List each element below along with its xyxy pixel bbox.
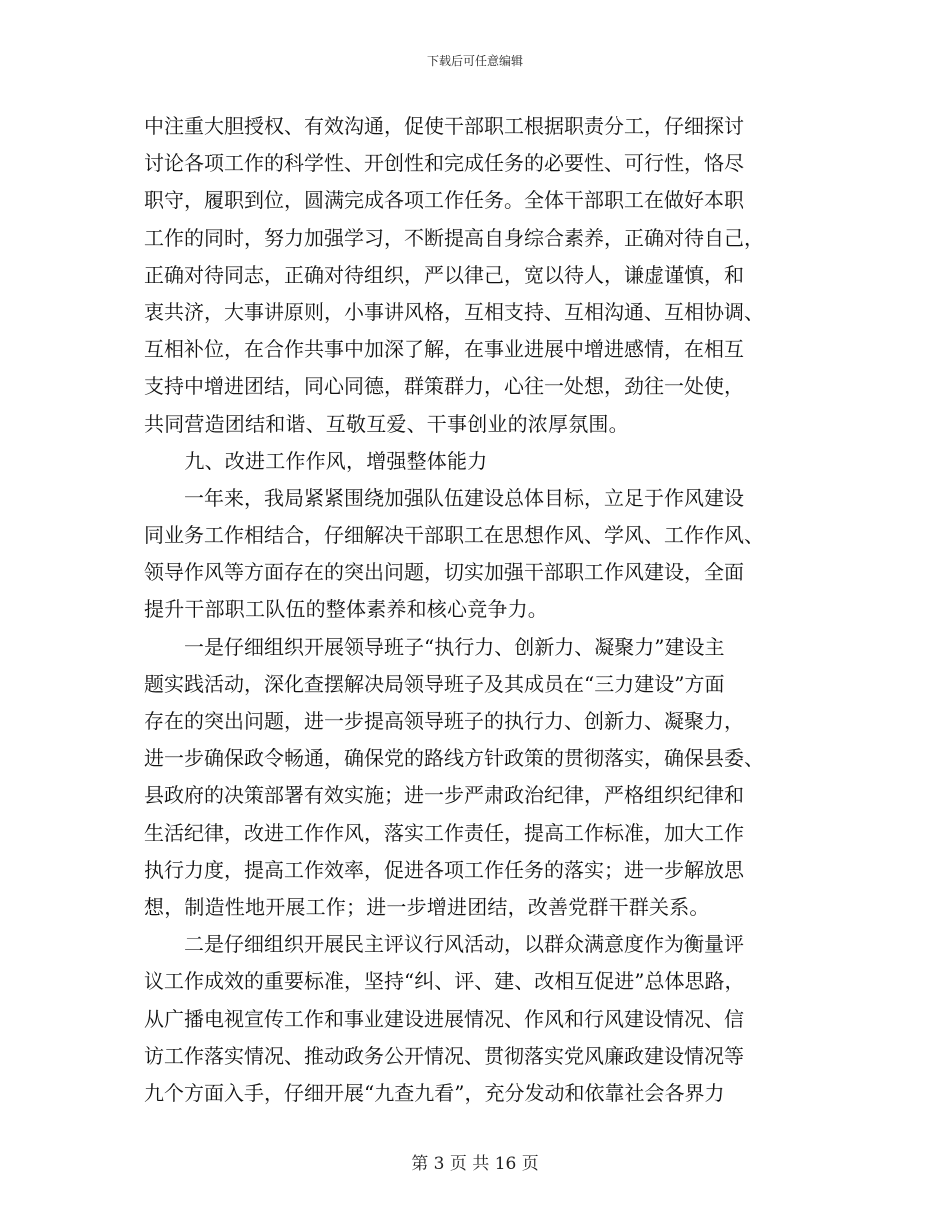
text-line: 中注重大胆授权、有效沟通，促使干部职工根据职责分工，仔细探讨: [144, 114, 744, 138]
text-line: 一是仔细组织开展领导班子“执行力、创新力、凝聚力”建设主: [144, 634, 725, 659]
text-line: 一年来，我局紧紧围绕加强队伍建设总体目标，立足于作风建设: [144, 485, 744, 510]
text-line: 工作的同时，努力加强学习，不断提高自身综合素养，正确对待自己，: [144, 225, 764, 250]
text-line: 提升干部职工队伍的整体素养和核心竞争力。: [144, 597, 548, 622]
text-line: 题实践活动，深化查摆解决局领导班子及其成员在“三力建设”方面: [144, 671, 725, 696]
page-footer: 第 3 页 共 16 页: [411, 1154, 539, 1174]
text-line: 同业务工作相结合，仔细解决干部职工在思想作风、学风、工作作风、: [144, 523, 764, 548]
text-line: 议工作成效的重要标准，坚持“纠、评、建、改相互促进”总体思路，: [144, 969, 745, 994]
text-line: 二是仔细组织开展民主评议行风活动，以群众满意度作为衡量评: [144, 932, 744, 957]
text-line: 互相补位，在合作共事中加深了解，在事业进展中增进感情，在相互: [144, 337, 744, 362]
text-line: 执行力度，提高工作效率，促进各项工作任务的落实；进一步解放思: [144, 857, 744, 882]
text-line: 县政府的决策部署有效实施；进一步严肃政治纪律，严格组织纪律和: [144, 783, 744, 808]
text-line: 九、改进工作作风，增强整体能力: [144, 448, 488, 473]
text-line: 正确对待同志，正确对待组织，严以律己，宽以待人，谦虚谨慎，和: [144, 262, 744, 287]
text-line: 职守，履职到位，圆满完成各项工作任务。全体干部职工在做好本职: [144, 188, 744, 213]
text-line: 想，制造性地开展工作；进一步增进团结，改善党群干群关系。: [144, 894, 710, 919]
text-line: 存在的突出问题，进一步提高领导班子的执行力、创新力、凝聚力，: [144, 709, 744, 733]
page-header: 下载后可任意编辑: [426, 54, 523, 68]
text-line: 从广播电视宣传工作和事业建设进展情况、作风和行风建设情况、信: [144, 1006, 744, 1031]
text-line: 访工作落实情况、推动政务公开情况、贯彻落实党风廉政建设情况等: [144, 1043, 744, 1068]
text-line: 共同营造团结和谐、互敬互爱、干事创业的浓厚氛围。: [144, 411, 629, 436]
text-line: 支持中增进团结，同心同德，群策群力，心往一处想，劲往一处使，: [144, 374, 744, 399]
text-line: 衷共济，大事讲原则，小事讲风格，互相支持、互相沟通、互相协调、: [144, 299, 764, 324]
document-body: [144, 108, 816, 1112]
text-line: 生活纪律，改进工作作风，落实工作责任，提高工作标准，加大工作: [144, 820, 744, 845]
text-line: 领导作风等方面存在的突出问题，切实加强干部职工作风建设，全面: [144, 560, 744, 585]
text-line: 讨论各项工作的科学性、开创性和完成任务的必要性、可行性，恪尽: [144, 151, 744, 176]
text-line: 进一步确保政令畅通，确保党的路线方针政策的贯彻落实，确保县委、: [144, 746, 764, 771]
text-line: 九个方面入手，仔细开展“九查九看”，充分发动和依靠社会各界力: [144, 1080, 725, 1105]
